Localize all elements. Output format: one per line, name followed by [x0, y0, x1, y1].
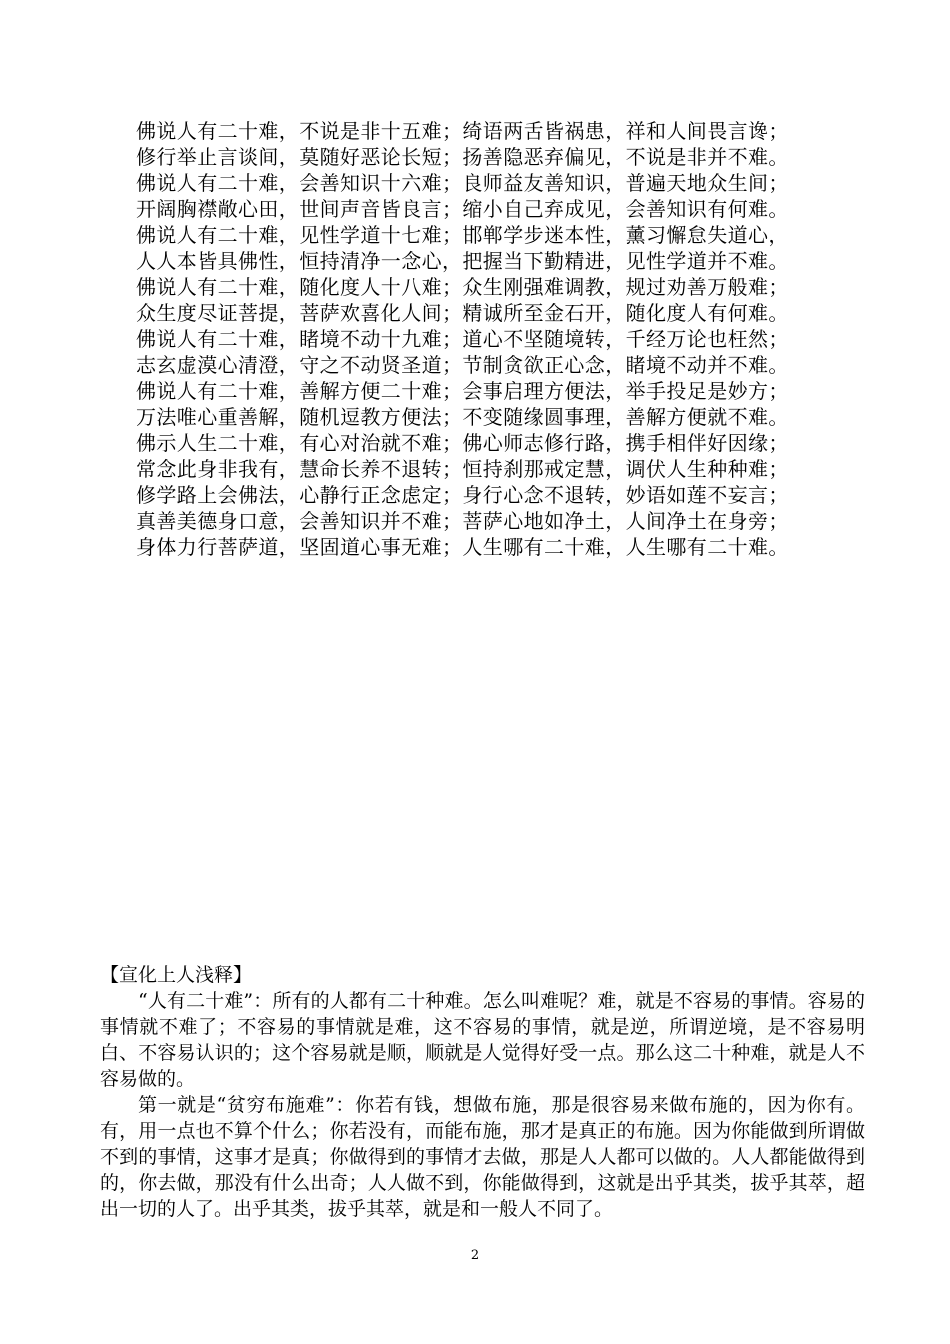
commentary-heading: 【宣化上人浅释】: [100, 964, 253, 986]
verse-line: 万法唯心重善解，随机逗教方便法；不变随缘圆事理，善解方便就不难。: [136, 405, 789, 429]
verse-line: 佛说人有二十难，不说是非十五难；绮语两舌皆祸患，祥和人间畏言谗；: [136, 119, 789, 143]
verse-line: 真善美德身口意，会善知识并不难；菩萨心地如净土，人间净土在身旁；: [136, 509, 789, 533]
verse-line: 佛说人有二十难，善解方便二十难；会事启理方便法，举手投足是妙方；: [136, 379, 789, 403]
verse-line: 志玄虚漠心清澄，守之不动贤圣道；节制贪欲正心念，睹境不动并不难。: [136, 353, 789, 377]
verse-block: [136, 118, 876, 560]
verse-line: 佛示人生二十难，有心对治就不难；佛心师志修行路，携手相伴好因缘；: [136, 431, 789, 455]
commentary-paragraph: “人有二十难”：所有的人都有二十种难。怎么叫难呢？难，就是不容易的事情。容易的事情就不难了；不容易的事情就是难，这不容易的事情，就是逆，所谓逆境，是不容易明白、不容易认识的；这个容易就是顺，顺就是人觉得好受一点。那么这二十种难，就是人不容易做的。: [100, 990, 865, 1090]
verse-line: 修行举止言谈间，莫随好恶论长短；扬善隐恶弃偏见，不说是非并不难。: [136, 145, 789, 169]
verse-line: 人人本皆具佛性，恒持清净一念心，把握当下勤精进，见性学道并不难。: [136, 249, 789, 273]
verse-line: 常念此身非我有，慧命长养不退转；恒持刹那戒定慧，调伏人生种种难；: [136, 457, 789, 481]
verse-line: 佛说人有二十难，睹境不动十九难；道心不坚随境转，千经万论也枉然；: [136, 327, 789, 351]
verse-line: 身体力行菩萨道，坚固道心事无难；人生哪有二十难，人生哪有二十难。: [136, 535, 789, 559]
verse-line: 佛说人有二十难，见性学道十七难；邯郸学步迷本性，薰习懈怠失道心，: [136, 223, 789, 247]
verse-line: 佛说人有二十难，随化度人十八难；众生刚强难调教，规过劝善万般难；: [136, 275, 789, 299]
commentary-paragraph: 第一就是“贫穷布施难”：你若有钱，想做布施，那是很容易来做布施的，因为你有。有，用一点也不算个什么；你若没有，而能布施，那才是真正的布施。因为你能做到所谓做不到的事情，这事才是真；你做得到的事情才去做，那是人人都可以做的。人人都能做得到的，你去做，那没有什么出奇；人人做不到，你能做得到，这就是出乎其类，拔乎其萃，超出一切的人了。出乎其类，拔乎其萃，就是和一般人不同了。: [100, 1094, 865, 1220]
verse-line: 开阔胸襟敞心田，世间声音皆良言；缩小自己弃成见，会善知识有何难。: [136, 197, 789, 221]
verse-line: 佛说人有二十难，会善知识十六难；良师益友善知识，普遍天地众生间；: [136, 171, 789, 195]
verse-line: 众生度尽证菩提，菩萨欢喜化人间；精诚所至金石开，随化度人有何难。: [136, 301, 789, 325]
page-number: 2: [470, 1248, 480, 1263]
verse-line: 修学路上会佛法，心静行正念虑定；身行心念不退转，妙语如莲不妄言；: [136, 483, 789, 507]
commentary-section: [100, 962, 865, 1222]
